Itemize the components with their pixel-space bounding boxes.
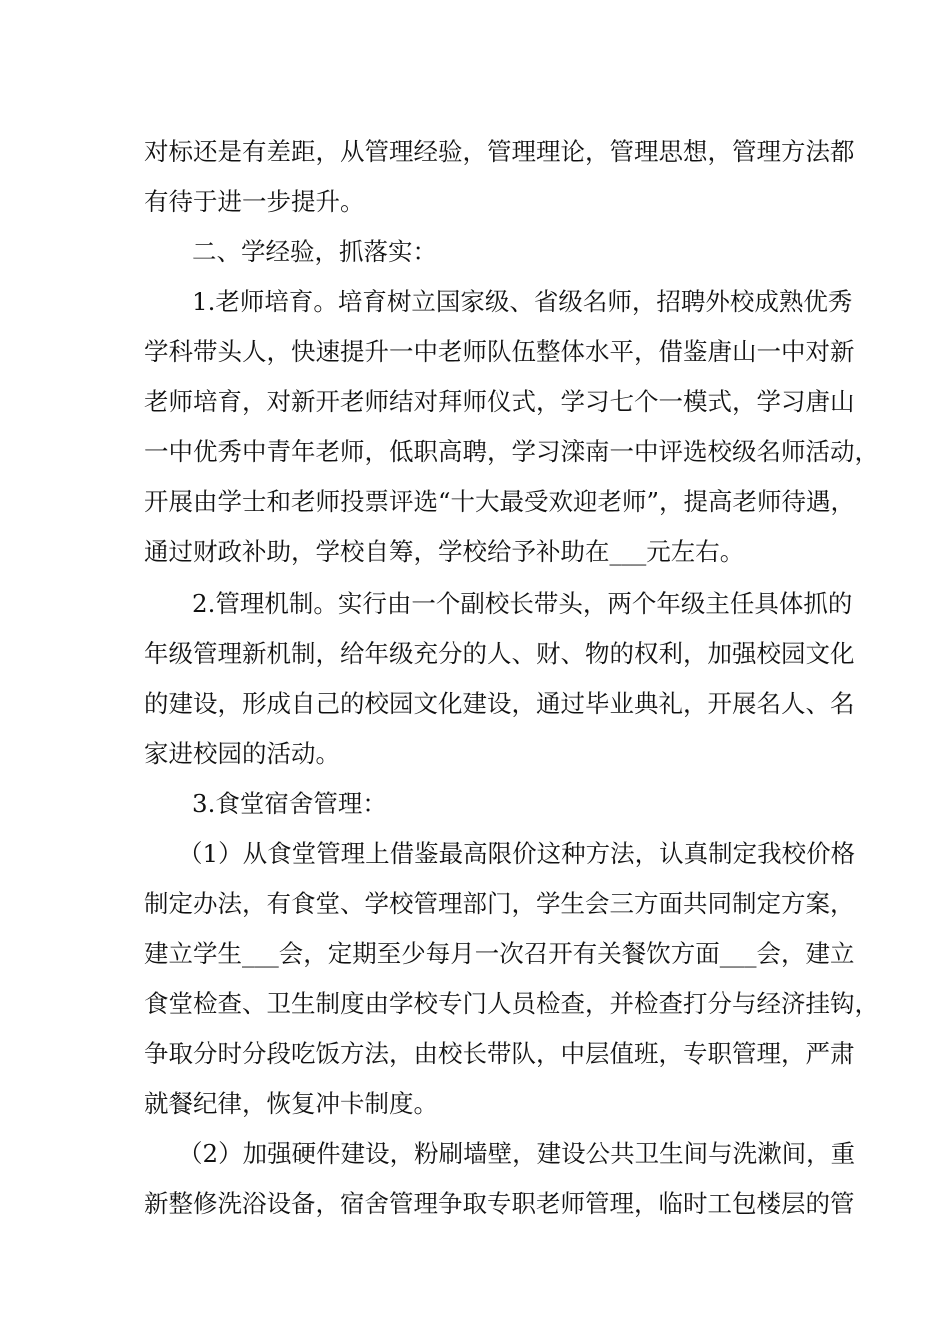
paragraph-line: 学科带头人，快速提升一中老师队伍整体水平，借鉴唐山一中对新 (144, 337, 855, 366)
paragraph-line: （1）从食堂管理上借鉴最高限价这种方法，认真制定我校价格 (178, 839, 856, 868)
subsection-heading: 3.食堂宿舍管理： (192, 789, 387, 818)
paragraph-line: 家进校园的活动。 (144, 739, 340, 768)
paragraph-line: （2）加强硬件建设，粉刷墙壁，建设公共卫生间与洗漱间，重 (178, 1139, 856, 1168)
paragraph-line: 年级管理新机制，给年级充分的人、财、物的权利，加强校园文化 (144, 639, 855, 668)
paragraph-line: 有待于进一步提升。 (144, 187, 365, 216)
paragraph-line: 建立学生___会，定期至少每月一次召开有关餐饮方面___会，建立 (144, 939, 855, 968)
paragraph-line: 通过财政补助，学校自筹，学校给予补助在___元左右。 (144, 537, 745, 566)
section-heading: 二、学经验，抓落实： (192, 237, 437, 266)
paragraph-line: 食堂检查、卫生制度由学校专门人员检查，并检查打分与经济挂钩， (144, 989, 879, 1018)
paragraph-line: 老师培育，对新开老师结对拜师仪式，学习七个一模式，学习唐山 (144, 387, 855, 416)
paragraph-line: 的建设，形成自己的校园文化建设，通过毕业典礼，开展名人、名 (144, 689, 855, 718)
paragraph-line: 2.管理机制。实行由一个副校长带头，两个年级主任具体抓的 (192, 589, 853, 618)
paragraph-line: 新整修洗浴设备，宿舍管理争取专职老师管理，临时工包楼层的管 (144, 1189, 855, 1218)
paragraph-line: 一中优秀中青年老师，低职高聘，学习滦南一中评选校级名师活动， (144, 437, 879, 466)
paragraph-line: 就餐纪律，恢复冲卡制度。 (144, 1089, 438, 1118)
paragraph-line: 开展由学士和老师投票评选“十大最受欢迎老师”，提高老师待遇， (144, 487, 856, 516)
paragraph-line: 1.老师培育。培育树立国家级、省级名师，招聘外校成熟优秀 (192, 287, 853, 316)
paragraph-line: 制定办法，有食堂、学校管理部门，学生会三方面共同制定方案， (144, 889, 855, 918)
paragraph-line: 对标还是有差距，从管理经验，管理理论，管理思想，管理方法都 (144, 137, 855, 166)
paragraph-line: 争取分时分段吃饭方法，由校长带队，中层值班，专职管理，严肃 (144, 1039, 855, 1068)
